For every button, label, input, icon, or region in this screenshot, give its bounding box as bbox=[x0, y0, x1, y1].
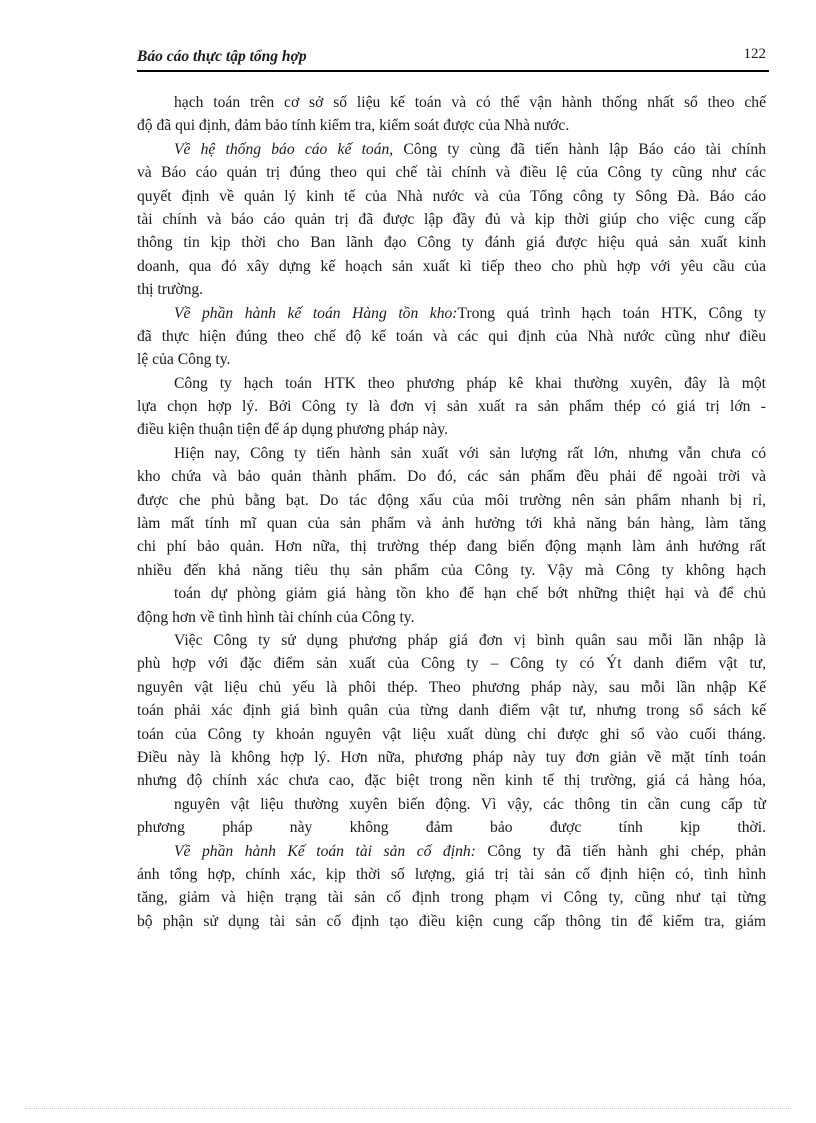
text-line: quyết định về quản lý kinh tế của Nhà nước và của Tổng công ty Sông Đà. Báo cáo bbox=[137, 187, 766, 205]
text-line bbox=[137, 138, 766, 161]
text-line: Hiện nay, Công ty tiến hành sản xuất với sản lượng rất lớn, nhưng vẫn chưa có bbox=[174, 444, 766, 462]
text-line: nhiều đến khả năng tiêu thụ sản phẩm của Công ty. Vậy mà Công ty không hạch bbox=[137, 561, 766, 579]
text-run: Công ty cùng đã tiến hành lập Báo cáo tài chính bbox=[393, 140, 766, 158]
text-line: phù hợp với đặc điểm sản xuất của Công ty – Công ty có Ýt danh điểm vật tư, bbox=[137, 655, 766, 673]
section-heading: Về hệ thống báo cáo kế toán, bbox=[174, 140, 394, 158]
text-line: kho chứa và bảo quản thành phẩm. Do đó, các sản phẩm đều phải để ngoài trời và bbox=[137, 468, 766, 486]
text-line bbox=[137, 302, 766, 325]
text-line: nguyên vật liệu thường xuyên biến động. Vì vậy, các thông tin cần cung cấp từ bbox=[174, 795, 766, 813]
text-line: phương pháp này không đảm bảo được tính kịp thời. bbox=[137, 819, 766, 837]
page-number: 122 bbox=[743, 46, 766, 62]
text-line: làm mất tính mĩ quan của sản phẩm và ảnh hưởng tới khả năng bán hàng, làm tăng bbox=[137, 515, 766, 533]
text-line: lựa chọn hợp lý. Bởi Công ty là đơn vị sản xuất ra sản phẩm thép có giá trị lớn - bbox=[137, 398, 766, 416]
text-line: thông tin kịp thời cho Ban lãnh đạo Công ty đánh giá được hiệu quả sản xuất kinh bbox=[137, 234, 766, 252]
text-line: độ đã qui định, đảm bảo tính kiểm tra, kiểm soát được của Nhà nước. bbox=[137, 117, 570, 135]
text-run: Trong quá trình hạch toán HTK, Công ty bbox=[457, 304, 766, 322]
text-line: được che phủ bằng bạt. Do tác động xấu của môi trường nên sản phẩm nhanh bị rỉ, bbox=[137, 491, 766, 509]
text-line: toán dự phòng giảm giá hàng tồn kho để hạn chế bớt những thiệt hại và để chủ bbox=[174, 585, 766, 603]
text-line: và Báo cáo quản trị đúng theo qui chế tài chính và điều lệ của Công ty cũng như các bbox=[137, 164, 766, 182]
text-line: toán của Công ty khoản nguyên vật liệu xuất dùng chỉ được ghi sổ vào cuối tháng. bbox=[137, 725, 766, 743]
text-line: Điều này là không hợp lý. Hơn nữa, phương pháp này tuy đơn giản về mặt tính toán bbox=[137, 748, 766, 766]
text-line: tăng, giảm và hiện trạng tài sản cố định trong phạm vi Công ty, cũng như tại từng bbox=[137, 889, 766, 907]
text-run: Công ty đã tiến hành ghi chép, phản bbox=[475, 842, 766, 860]
text-line: thị trường. bbox=[137, 281, 204, 299]
text-line: Công ty hạch toán HTK theo phương pháp kê khai thường xuyên, đây là một bbox=[174, 374, 766, 392]
text-line: toán phải xác định giá bình quân của từng danh điểm vật tư, nhưng trong sổ sách kế bbox=[137, 702, 766, 720]
header-title: Báo cáo thực tập tổng hợp bbox=[137, 48, 307, 65]
text-line: chi phí bảo quản. Hơn nữa, thị trường thép đang biến động mạnh làm ảnh hưởng rất bbox=[137, 538, 766, 556]
text-line: nhưng độ chính xác chưa cao, đặc biệt trong nền kinh tế thị trường, giá cả hàng hóa, bbox=[137, 772, 766, 790]
section-heading: Về phần hành Kế toán tài sản cố định: bbox=[174, 842, 476, 860]
page-header bbox=[137, 46, 769, 72]
page-bottom-border bbox=[25, 1108, 791, 1109]
text-line: đã thực hiện đúng theo chế độ kế toán và các qui định của Nhà nước cũng như điều bbox=[137, 327, 766, 345]
text-line: doanh, qua đó xây dựng kế hoạch sản xuất kì tiếp theo cho phù hợp với yêu cầu của bbox=[137, 257, 766, 275]
text-line: bộ phận sử dụng tài sản cố định tạo điều kiện cung cấp thông tin để kiểm tra, giám bbox=[137, 912, 766, 930]
document-body bbox=[137, 91, 766, 933]
text-line: động hơn về tình hình tài chính của Công ty. bbox=[137, 608, 415, 626]
text-line: lệ của Công ty. bbox=[137, 351, 231, 369]
section-heading: Về phần hành kế toán Hàng tồn kho: bbox=[174, 304, 458, 322]
text-line bbox=[137, 840, 766, 863]
text-line: hạch toán trên cơ sở số liệu kế toán và có thể vận hành thống nhất sổ theo chế bbox=[174, 94, 766, 111]
text-line: ánh tổng hợp, chính xác, kịp thời số lượng, giá trị tài sản cố định hiện có, tình hình bbox=[137, 865, 766, 883]
text-line: điều kiện thuận tiện để áp dụng phương pháp này. bbox=[137, 421, 449, 439]
text-line: nguyên vật liệu chủ yếu là phôi thép. Theo phương pháp này, sau mỗi lần nhập Kế bbox=[137, 678, 766, 696]
text-line: tài chính và báo cáo quản trị đã được lập đầy đủ và kịp thời giúp cho việc cung cấp bbox=[137, 210, 766, 228]
text-line: Việc Công ty sử dụng phương pháp giá đơn vị bình quân sau mỗi lần nhập là bbox=[174, 631, 766, 649]
